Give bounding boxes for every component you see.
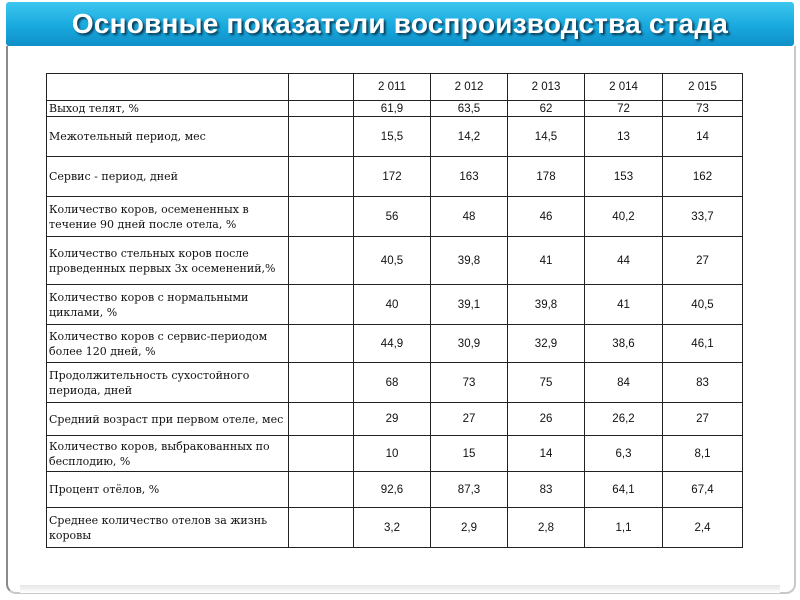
table-row [47,157,743,197]
empty-cell [289,325,354,363]
table-row [47,508,743,548]
value-cell: 48 [431,197,508,237]
value-cell: 72 [585,101,663,117]
title-bar [6,2,794,46]
value-cell: 40,5 [663,285,743,325]
year-header: 2 012 [431,74,508,101]
value-cell: 83 [508,472,585,508]
row-label: Количество коров с сервис-периодом более 120 дней, % [47,325,289,363]
value-cell: 15 [431,436,508,472]
value-cell: 1,1 [585,508,663,548]
value-cell: 62 [508,101,585,117]
table-row [47,325,743,363]
value-cell: 44 [585,237,663,285]
value-cell: 40,2 [585,197,663,237]
row-label: Продолжительность сухостойного периода, дней [47,363,289,403]
value-cell: 27 [431,403,508,436]
table-row [47,285,743,325]
empty-cell [289,101,354,117]
value-cell: 83 [663,363,743,403]
table-row [47,237,743,285]
value-cell: 30,9 [431,325,508,363]
value-cell: 8,1 [663,436,743,472]
value-cell: 40 [354,285,431,325]
header-empty-cell [289,74,354,101]
table-row [47,117,743,157]
value-cell: 27 [663,237,743,285]
year-header: 2 015 [663,74,743,101]
year-header: 2 013 [508,74,585,101]
value-cell: 14 [663,117,743,157]
empty-cell [289,117,354,157]
value-cell: 56 [354,197,431,237]
frame-shadow [20,585,780,593]
value-cell: 41 [508,237,585,285]
page-title: Основные показатели воспроизводства стада [71,8,729,39]
year-header: 2 014 [585,74,663,101]
value-cell: 39,8 [431,237,508,285]
row-label: Количество стельных коров после проведенных первых 3х осеменений,% [47,237,289,285]
empty-cell [289,197,354,237]
herd-reproduction-table [46,73,743,548]
empty-cell [289,472,354,508]
value-cell: 162 [663,157,743,197]
value-cell: 38,6 [585,325,663,363]
empty-cell [289,285,354,325]
empty-cell [289,237,354,285]
value-cell: 163 [431,157,508,197]
value-cell: 2,8 [508,508,585,548]
row-label: Выход телят, % [47,101,289,117]
value-cell: 46,1 [663,325,743,363]
value-cell: 92,6 [354,472,431,508]
value-cell: 32,9 [508,325,585,363]
table-row [47,101,743,117]
table-header-row [47,74,743,101]
value-cell: 15,5 [354,117,431,157]
value-cell: 84 [585,363,663,403]
value-cell: 6,3 [585,436,663,472]
value-cell: 29 [354,403,431,436]
value-cell: 40,5 [354,237,431,285]
value-cell: 2,9 [431,508,508,548]
empty-cell [289,508,354,548]
value-cell: 14 [508,436,585,472]
value-cell: 44,9 [354,325,431,363]
value-cell: 39,1 [431,285,508,325]
value-cell: 41 [585,285,663,325]
row-label: Процент отёлов, % [47,472,289,508]
year-header: 2 011 [354,74,431,101]
value-cell: 153 [585,157,663,197]
table-row [47,197,743,237]
row-label: Межотельный период, мес [47,117,289,157]
empty-cell [289,436,354,472]
value-cell: 46 [508,197,585,237]
value-cell: 68 [354,363,431,403]
value-cell: 2,4 [663,508,743,548]
value-cell: 27 [663,403,743,436]
empty-cell [289,157,354,197]
value-cell: 87,3 [431,472,508,508]
row-label: Количество коров, выбракованных по бесплодию, % [47,436,289,472]
value-cell: 178 [508,157,585,197]
value-cell: 61,9 [354,101,431,117]
value-cell: 26,2 [585,403,663,436]
value-cell: 73 [663,101,743,117]
value-cell: 10 [354,436,431,472]
value-cell: 73 [431,363,508,403]
value-cell: 14,2 [431,117,508,157]
row-label: Количество коров с нормальными циклами, % [47,285,289,325]
value-cell: 14,5 [508,117,585,157]
value-cell: 67,4 [663,472,743,508]
table-row [47,472,743,508]
row-label: Сервис - период, дней [47,157,289,197]
value-cell: 63,5 [431,101,508,117]
row-label: Среднее количество отелов за жизнь коровы [47,508,289,548]
value-cell: 26 [508,403,585,436]
empty-cell [289,363,354,403]
table-row [47,363,743,403]
empty-cell [289,403,354,436]
value-cell: 39,8 [508,285,585,325]
value-cell: 33,7 [663,197,743,237]
value-cell: 3,2 [354,508,431,548]
value-cell: 172 [354,157,431,197]
row-label: Средний возраст при первом отеле, мес [47,403,289,436]
value-cell: 64,1 [585,472,663,508]
header-label-cell [47,74,289,101]
table-row [47,403,743,436]
value-cell: 13 [585,117,663,157]
value-cell: 75 [508,363,585,403]
table-row [47,436,743,472]
row-label: Количество коров, осемененных в течение 90 дней после отела, % [47,197,289,237]
